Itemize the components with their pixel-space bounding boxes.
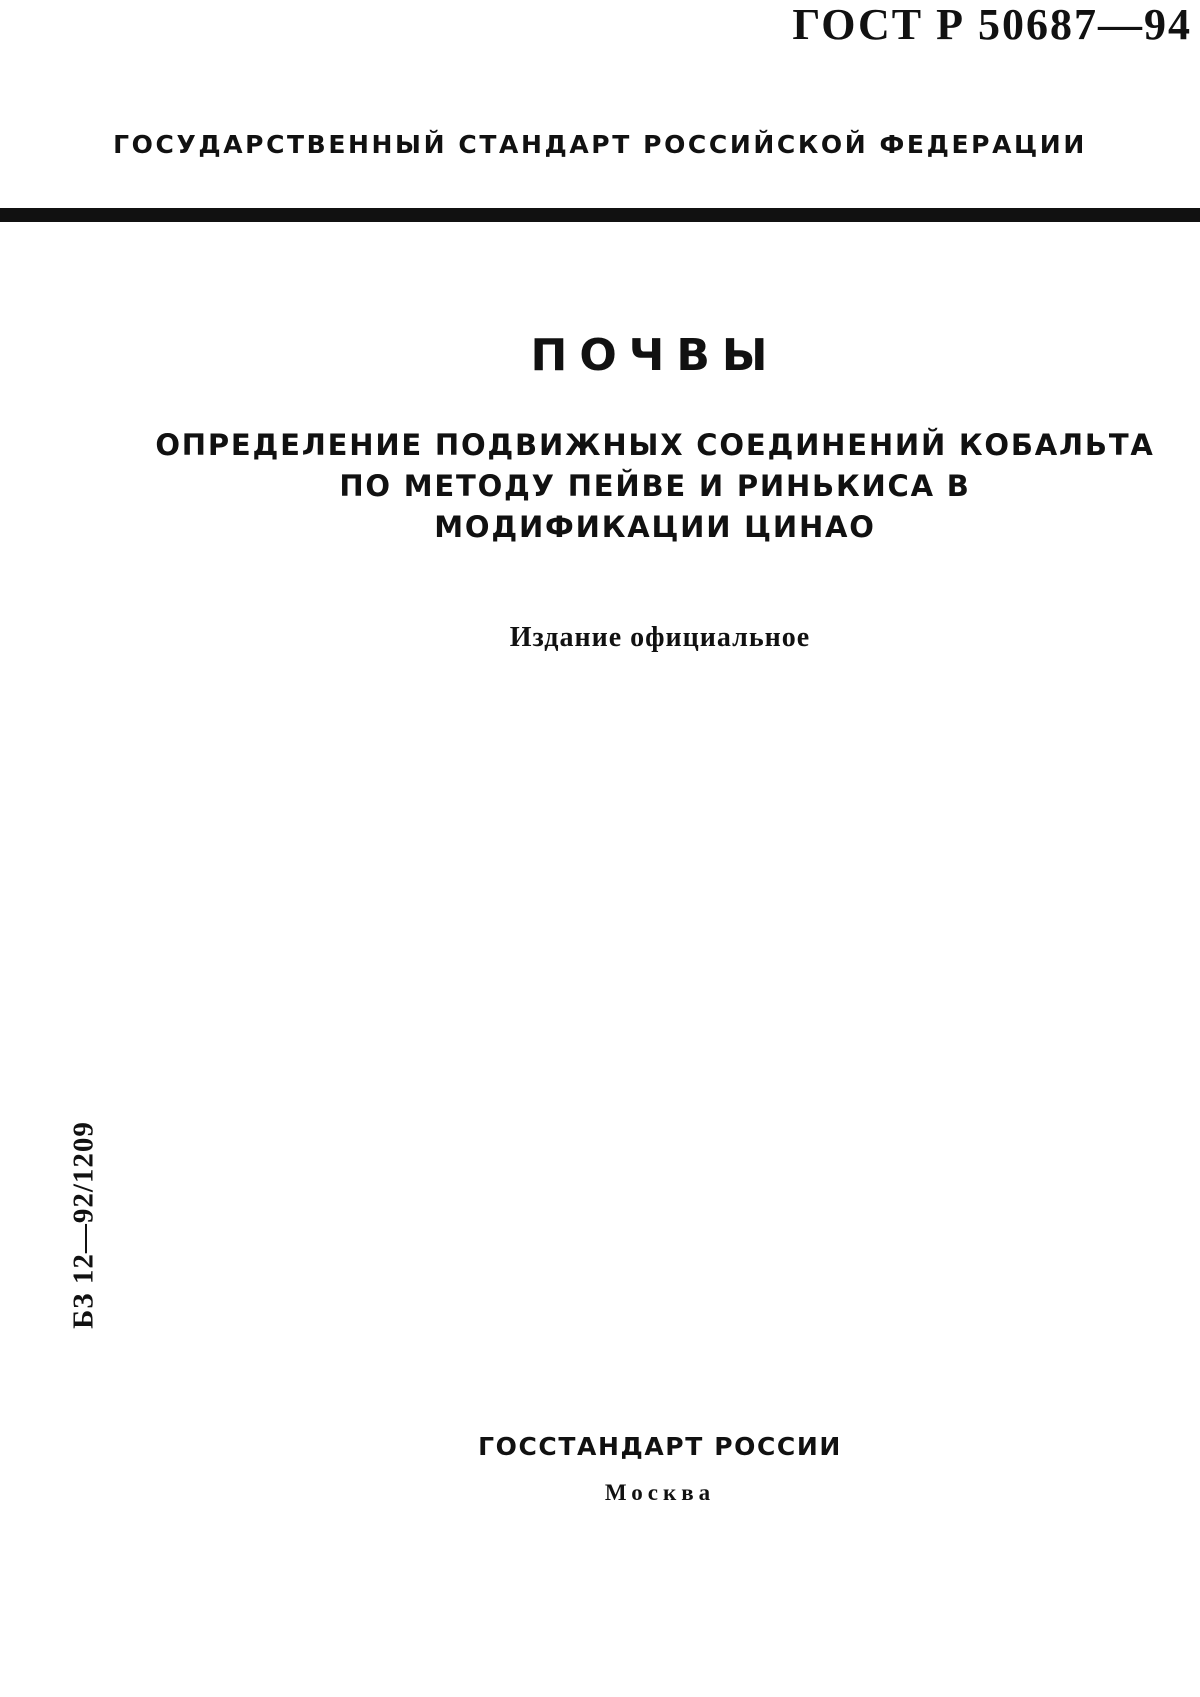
publisher-city: Москва (604, 1480, 716, 1505)
publisher-name: ГОССТАНДАРТ РОССИИ (478, 1432, 842, 1461)
standard-heading: ГОСУДАРСТВЕННЫЙ СТАНДАРТ РОССИЙСКОЙ ФЕДЕРАЦИИ (113, 130, 1087, 159)
page-title: ПОЧВЫ (530, 330, 780, 381)
subtitle-line: ПО МЕТОДУ ПЕЙВЕ И РИНЬКИСА В (339, 469, 971, 503)
document-subtitle (0, 425, 1200, 548)
document-number: ГОСТ Р 50687—94 (792, 0, 1192, 49)
heading-divider (0, 208, 1200, 222)
edition-note: Издание официальное (509, 622, 811, 653)
subtitle-line: МОДИФИКАЦИИ ЦИНАО (434, 510, 876, 544)
subtitle-line: ОПРЕДЕЛЕНИЕ ПОДВИЖНЫХ СОЕДИНЕНИЙ КОБАЛЬТА (155, 428, 1155, 462)
side-catalog-code: БЗ 12—92/1209 (67, 1121, 100, 1329)
